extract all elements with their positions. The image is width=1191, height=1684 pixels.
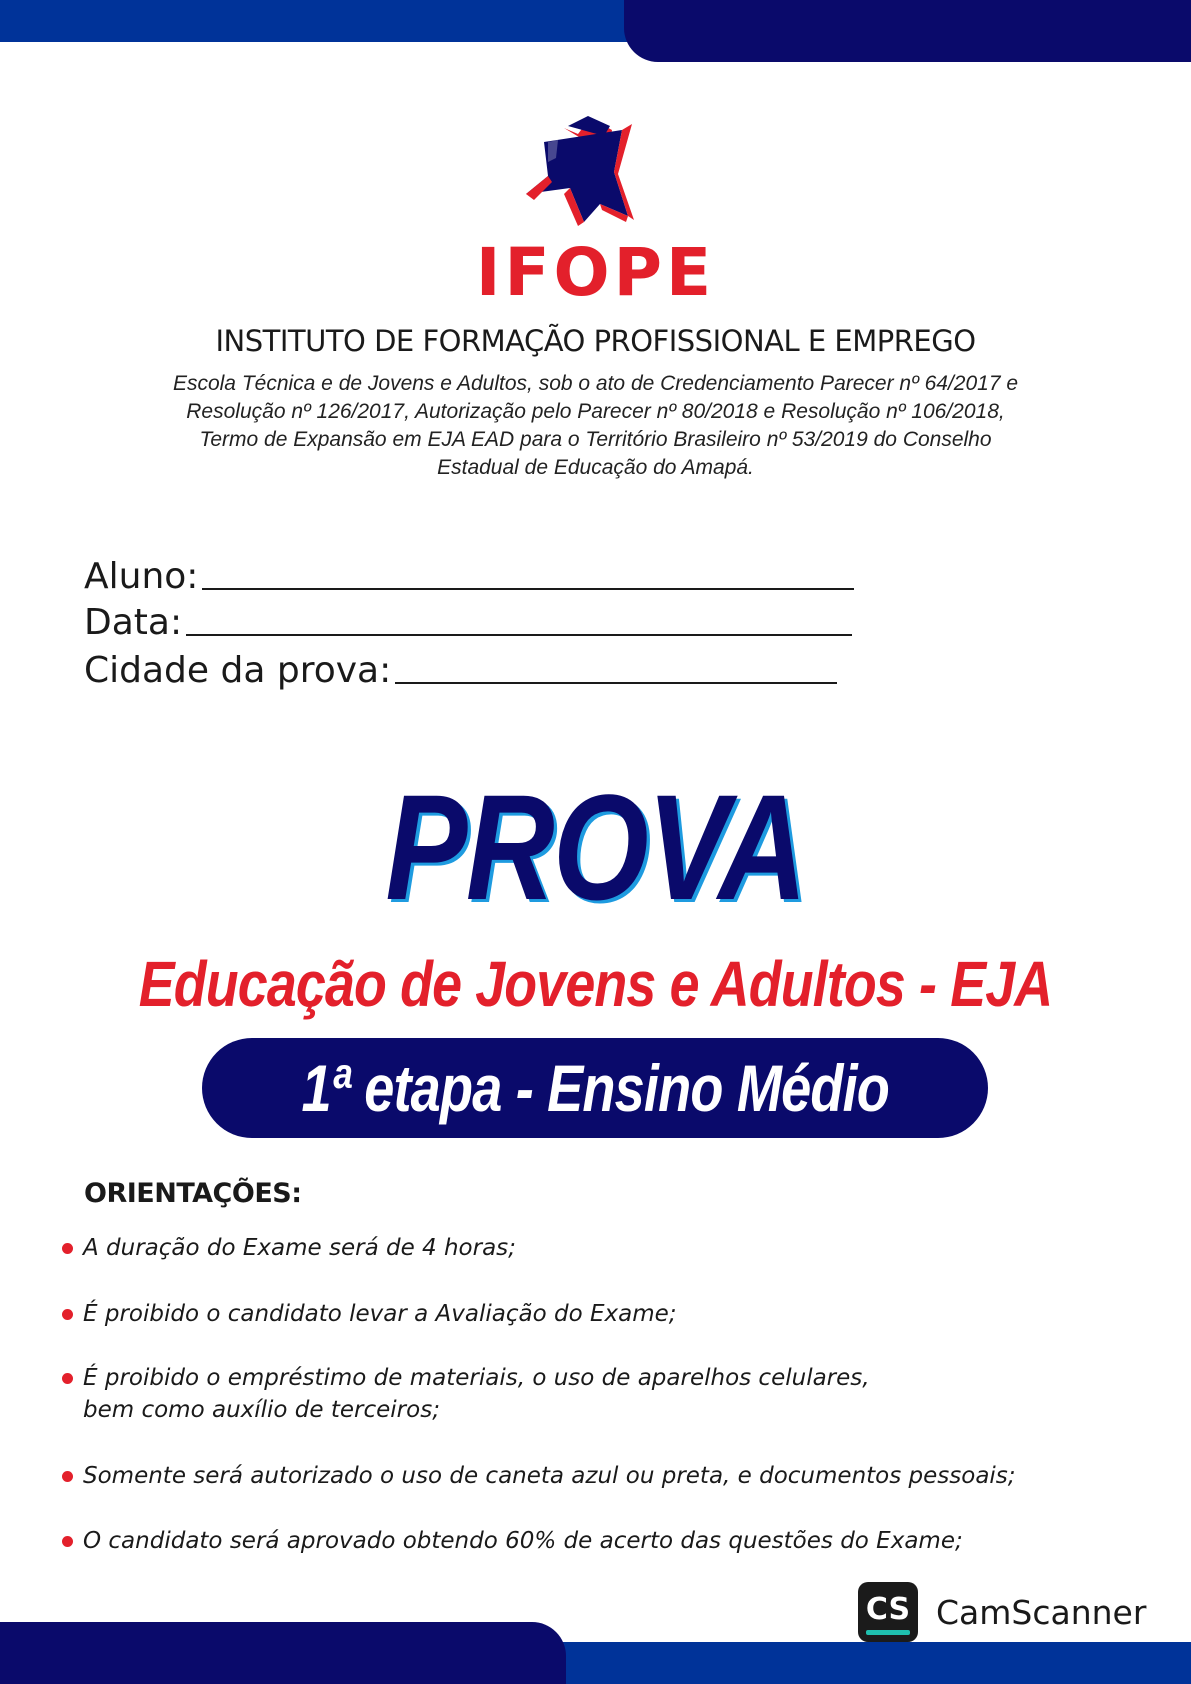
bullet-icon: [62, 1471, 73, 1482]
main-title: PROVA: [385, 763, 806, 931]
camscanner-watermark: [858, 1582, 1146, 1642]
aluno-label: Aluno:: [84, 556, 199, 597]
bottom-bar-light: [520, 1642, 1191, 1684]
bullet-icon: [62, 1309, 73, 1320]
data-label: Data:: [84, 602, 183, 643]
aluno-line[interactable]: [202, 588, 854, 590]
list-item-line: bem como auxílio de terceiros;: [83, 1397, 440, 1423]
data-line[interactable]: [186, 634, 852, 636]
bullet-icon: [62, 1536, 73, 1547]
institute-name: INSTITUTO DE FORMAÇÃO PROFISSIONAL E EMPREGO: [215, 324, 976, 358]
list-item: A duração do Exame será de 4 horas;: [62, 1232, 516, 1264]
cidade-label: Cidade da prova:: [84, 650, 392, 691]
list-item: [62, 1362, 870, 1426]
top-bar-light: [0, 0, 700, 42]
cidade-line[interactable]: [395, 682, 837, 684]
camscanner-label: CamScanner: [936, 1592, 1147, 1632]
institute-description: Escola Técnica e de Jovens e Adultos, sob o ato de Credenciamento Parecer nº 64/2017 e Resolução nº 126/2017, Autorização pelo Parecer nº 80/2018 e Resolução nº 106/2018, Termo de Expansão em EJA EAD para o Território Brasileiro nº 53/2019 do Conselho Estadual de Educação do Amapá.: [172, 372, 1019, 479]
cidade-field: [84, 650, 837, 692]
subtitle: Educação de Jovens e Adultos - EJA: [138, 948, 1053, 1020]
list-item: Somente será autorizado o uso de caneta azul ou preta, e documentos pessoais;: [62, 1460, 1016, 1492]
bullet-icon: [62, 1373, 73, 1384]
aluno-field: [84, 556, 854, 598]
list-item: É proibido o candidato levar a Avaliação do Exame;: [62, 1298, 677, 1330]
stage-banner: [202, 1038, 988, 1138]
brand-name: IFOPE: [475, 234, 716, 311]
camscanner-logo-icon: CS: [858, 1582, 918, 1642]
list-item: O candidato será aprovado obtendo 60% de acerto das questões do Exame;: [62, 1525, 963, 1557]
bottom-bar-dark: [0, 1622, 566, 1684]
list-item-line: É proibido o empréstimo de materiais, o uso de aparelhos celulares,: [83, 1365, 870, 1391]
ifope-logo-icon: [518, 112, 678, 242]
stage-text: 1ª etapa - Ensino Médio: [301, 1051, 889, 1125]
top-bar-dark: [624, 0, 1191, 62]
data-field: [84, 602, 852, 644]
bullet-icon: [62, 1243, 73, 1254]
orientacoes-heading: ORIENTAÇÕES:: [84, 1178, 302, 1209]
